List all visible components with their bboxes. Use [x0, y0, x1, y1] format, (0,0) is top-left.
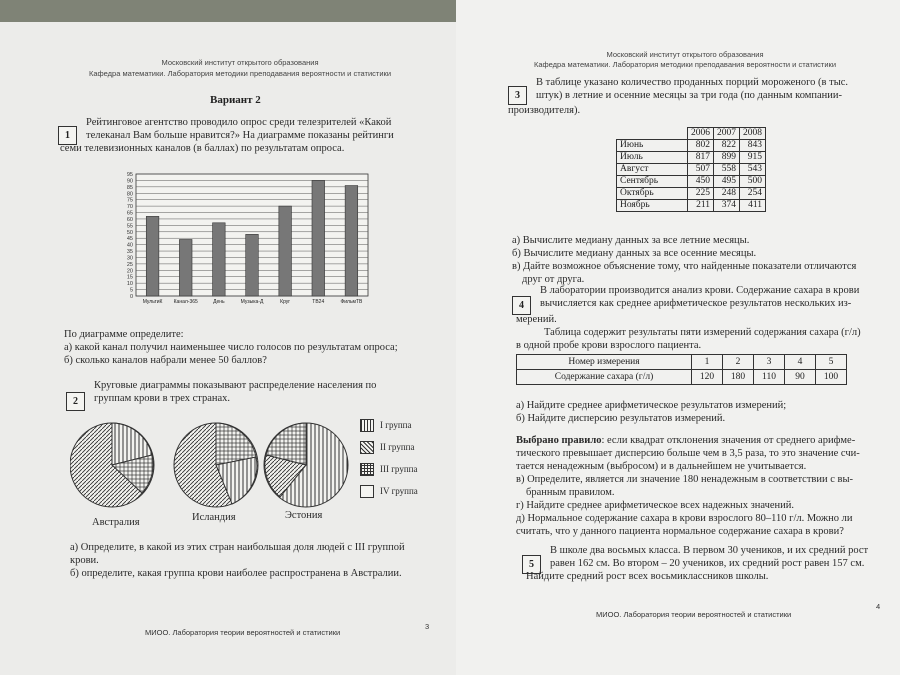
task4-rule — [516, 434, 896, 473]
table-row — [517, 355, 847, 370]
task4-more-questions — [516, 473, 896, 538]
month-cell: Август — [617, 164, 688, 176]
table-row — [617, 200, 766, 212]
task3-text — [536, 76, 896, 102]
task1-text — [86, 116, 416, 142]
task5-number: 5 — [522, 555, 541, 574]
task4-question: в) Определите, является ли значение 180 ненадежным в соответствии с вы- — [516, 474, 854, 485]
bar-4 — [279, 206, 292, 296]
task2-question: б) определите, какая группа крови наиболее распространена в Австралии. — [70, 568, 402, 579]
task4-number: 4 — [512, 296, 531, 315]
task1-number: 1 — [58, 126, 77, 145]
task4-text — [540, 284, 896, 310]
value-cell: 899 — [714, 152, 740, 164]
row-label: Содержание сахара (г/л) — [517, 370, 692, 385]
y-tick-label: 25 — [126, 261, 133, 268]
value-cell: 843 — [740, 140, 766, 152]
task5-line: Найдите средний рост всех восьмиклассников школы. — [526, 571, 769, 582]
y-tick-label: 45 — [126, 236, 133, 243]
task4-questions — [516, 399, 896, 425]
value-cell: 374 — [714, 200, 740, 212]
y-tick-label: 10 — [126, 281, 133, 288]
task3-question: а) Вычислите медиану данных за все летние месяцы. — [512, 235, 750, 246]
x-tick-label: ФильмТВ — [340, 299, 363, 305]
legend-swatch-2 — [360, 441, 374, 454]
legend-swatch-3 — [360, 463, 374, 476]
value-cell: 495 — [714, 176, 740, 188]
measure-number: 4 — [785, 355, 816, 370]
task3-question: друг от друга. — [522, 274, 585, 285]
task4-question: г) Найдите среднее арифметическое всех надежных значений. — [516, 500, 795, 511]
bar-0 — [146, 216, 159, 296]
value-cell: 817 — [688, 152, 714, 164]
measure-value: 180 — [723, 370, 754, 385]
x-tick-label: День — [213, 299, 225, 305]
bar-1 — [179, 239, 192, 296]
task2-question: крови. — [70, 555, 99, 566]
month-cell: Июнь — [617, 140, 688, 152]
y-tick-label: 85 — [126, 184, 133, 191]
value-cell: 558 — [714, 164, 740, 176]
ice-cream-table — [616, 127, 766, 212]
right-header-line2: Кафедра математики. Лаборатория методики преподавания вероятности и статистики — [533, 60, 837, 69]
month-cell: Сентябрь — [617, 176, 688, 188]
task2-line: Круговые диаграммы показывают распределение населения по — [94, 380, 377, 391]
task1-line: телеканал Вам больше нравится?» На диаграмме показаны рейтинги — [86, 130, 394, 141]
rule-line: тического превышает дисперсию больше чем в 3,5 раза, то это значение счи- — [516, 448, 860, 459]
y-tick-label: 5 — [129, 287, 133, 294]
measure-number: 1 — [692, 355, 723, 370]
table-row — [617, 152, 766, 164]
left-header-line2: Кафедра математики. Лаборатория методики преподавания вероятности и статистики — [88, 69, 392, 78]
right-footer: МИОО. Лаборатория теории вероятностей и статистики — [596, 610, 792, 619]
year-header: 2006 — [688, 128, 714, 140]
task5-text — [550, 544, 894, 570]
legend-label-1: I группа — [380, 420, 412, 430]
task3-question: б) Вычислите медиану данных за все осенние месяцы. — [512, 248, 757, 259]
month-cell: Октябрь — [617, 188, 688, 200]
task5-line: равен 162 см. Во втором – 20 учеников, их средний рост равен 157 см. — [550, 558, 865, 569]
value-cell: 500 — [740, 176, 766, 188]
left-header-line1: Московский институт открытого образования — [161, 58, 319, 67]
value-cell: 915 — [740, 152, 766, 164]
legend-label-4: IV группа — [380, 486, 418, 496]
ratings-bar-chart — [118, 170, 373, 314]
task1-line: семи телевизионных каналов (в баллах) по результатам опроса. — [60, 143, 345, 154]
measure-value: 100 — [816, 370, 847, 385]
value-cell: 450 — [688, 176, 714, 188]
x-tick-label: Канал-365 — [173, 299, 198, 305]
value-cell: 822 — [714, 140, 740, 152]
x-tick-label: Музыка-Д — [240, 299, 264, 305]
country-australia: Австралия — [92, 517, 140, 528]
value-cell: 507 — [688, 164, 714, 176]
task4-line: мерений. — [516, 314, 557, 325]
task4-line: в одной пробе крови взрослого пациента. — [516, 340, 702, 351]
task3-questions — [512, 234, 892, 286]
legend-swatch-4 — [360, 485, 374, 498]
table-row — [517, 370, 847, 385]
task1-question: б) сколько каналов набрали менее 50 баллов? — [64, 355, 267, 366]
pie-estonia — [264, 423, 348, 507]
y-tick-label: 50 — [126, 229, 133, 236]
country-iceland: Исландия — [192, 512, 236, 523]
x-tick-label: ТВ24 — [312, 299, 325, 305]
x-tick-label: МультиК — [142, 299, 163, 305]
country-estonia: Эстония — [285, 510, 323, 521]
y-tick-label: 60 — [126, 216, 133, 223]
y-tick-label: 55 — [126, 223, 133, 230]
task1-questions — [64, 328, 444, 367]
pie-australia — [70, 423, 154, 507]
y-tick-label: 70 — [126, 204, 133, 211]
measure-number: 2 — [723, 355, 754, 370]
x-tick-label: Круг — [280, 299, 291, 305]
task2-number: 2 — [66, 392, 85, 411]
right-page-number: 4 — [876, 602, 881, 611]
task4-question: считать, что у данного пациента нормальное содержание сахара в крови? — [516, 526, 844, 537]
y-tick-label: 30 — [126, 255, 133, 262]
y-tick-label: 65 — [126, 210, 133, 217]
y-tick-label: 20 — [126, 268, 133, 275]
rule-line — [516, 434, 896, 447]
value-cell: 248 — [714, 188, 740, 200]
y-tick-label: 90 — [126, 178, 133, 185]
measure-number: 5 — [816, 355, 847, 370]
y-tick-label: 15 — [126, 274, 133, 281]
task4-text-cont — [516, 313, 896, 352]
task2-line: группам крови в трех странах. — [94, 393, 231, 404]
task3-line: В таблице указано количество проданных порций мороженого (в тыс. — [536, 77, 849, 88]
rule-line: тается ненадежным (выбросом) и в дальнейшем не учитывается. — [516, 461, 807, 472]
task4-line: Таблица содержит результаты пяти измерений содержания сахара (г/л) — [544, 327, 861, 338]
y-tick-label: 35 — [126, 249, 133, 256]
value-cell: 225 — [688, 188, 714, 200]
task1-question: а) какой канал получил наименьшее число голосов по результатам опроса; — [64, 342, 398, 353]
table-row — [617, 188, 766, 200]
pie-iceland — [174, 423, 258, 507]
y-tick-label: 0 — [129, 294, 133, 300]
bar-3 — [246, 234, 259, 296]
legend-label-3: III группа — [380, 464, 418, 474]
sugar-table — [516, 354, 847, 385]
year-header: 2007 — [714, 128, 740, 140]
task4-question: д) Нормальное содержание сахара в крови взрослого 80–110 г/л. Можно ли — [516, 513, 853, 524]
measure-value: 90 — [785, 370, 816, 385]
legend-label-2: II группа — [380, 442, 415, 452]
variant-title: Вариант 2 — [210, 94, 261, 106]
left-footer: МИОО. Лаборатория теории вероятностей и статистики — [145, 628, 341, 637]
right-header-line1: Московский институт открытого образования — [606, 50, 764, 59]
legend-swatch-1 — [360, 419, 374, 432]
task3-line: штук) в летние и осенние месяцы за три года (по данным компании- — [536, 90, 843, 101]
value-cell: 254 — [740, 188, 766, 200]
task1-question: По диаграмме определите: — [64, 329, 184, 340]
task5-line: В школе два восьмых класса. В первом 30 учеников, и их средний рост — [550, 545, 869, 556]
bar-6 — [345, 186, 358, 296]
rule-title: Выбрано правило — [516, 435, 602, 446]
task3-question: в) Дайте возможное объяснение тому, что найденные показатели отличаются — [512, 261, 857, 272]
year-header: 2008 — [740, 128, 766, 140]
bar-2 — [213, 223, 226, 296]
left-page — [0, 22, 460, 675]
rule-text: : если квадрат отклонения значения от среднего арифме- — [601, 435, 856, 446]
y-tick-label: 40 — [126, 242, 133, 249]
task2-question: а) Определите, в какой из этих стран наибольшая доля людей с III группой — [70, 542, 405, 553]
y-tick-label: 95 — [126, 172, 133, 178]
task3-number: 3 — [508, 86, 527, 105]
measure-number: 3 — [754, 355, 785, 370]
task2-text — [94, 379, 424, 405]
table-row — [617, 164, 766, 176]
task1-line: Рейтинговое агентство проводило опрос среди телезрителей «Какой — [86, 117, 392, 128]
table-corner — [617, 128, 688, 140]
table-header-row — [617, 128, 766, 140]
value-cell: 411 — [740, 200, 766, 212]
task3-line: производителя). — [508, 105, 581, 116]
table-row — [617, 176, 766, 188]
value-cell: 543 — [740, 164, 766, 176]
value-cell: 211 — [688, 200, 714, 212]
task2-questions — [70, 541, 450, 580]
value-cell: 802 — [688, 140, 714, 152]
right-page — [456, 0, 900, 675]
task4-line: В лаборатории производится анализ крови. Содержание сахара в крови — [540, 285, 860, 296]
task4-question: бранным правилом. — [526, 487, 615, 498]
measure-value: 120 — [692, 370, 723, 385]
task4-question: б) Найдите дисперсию результатов измерений. — [516, 413, 726, 424]
measure-value: 110 — [754, 370, 785, 385]
task4-line: вычисляется как среднее арифметическое результатов нескольких из- — [540, 298, 852, 309]
month-cell: Ноябрь — [617, 200, 688, 212]
y-tick-label: 75 — [126, 197, 133, 204]
task4-question: а) Найдите среднее арифметическое результатов измерений; — [516, 400, 787, 411]
bar-5 — [312, 180, 325, 296]
table-row — [617, 140, 766, 152]
month-cell: Июль — [617, 152, 688, 164]
row-label: Номер измерения — [517, 355, 692, 370]
y-tick-label: 80 — [126, 191, 133, 198]
left-page-number: 3 — [425, 622, 430, 631]
